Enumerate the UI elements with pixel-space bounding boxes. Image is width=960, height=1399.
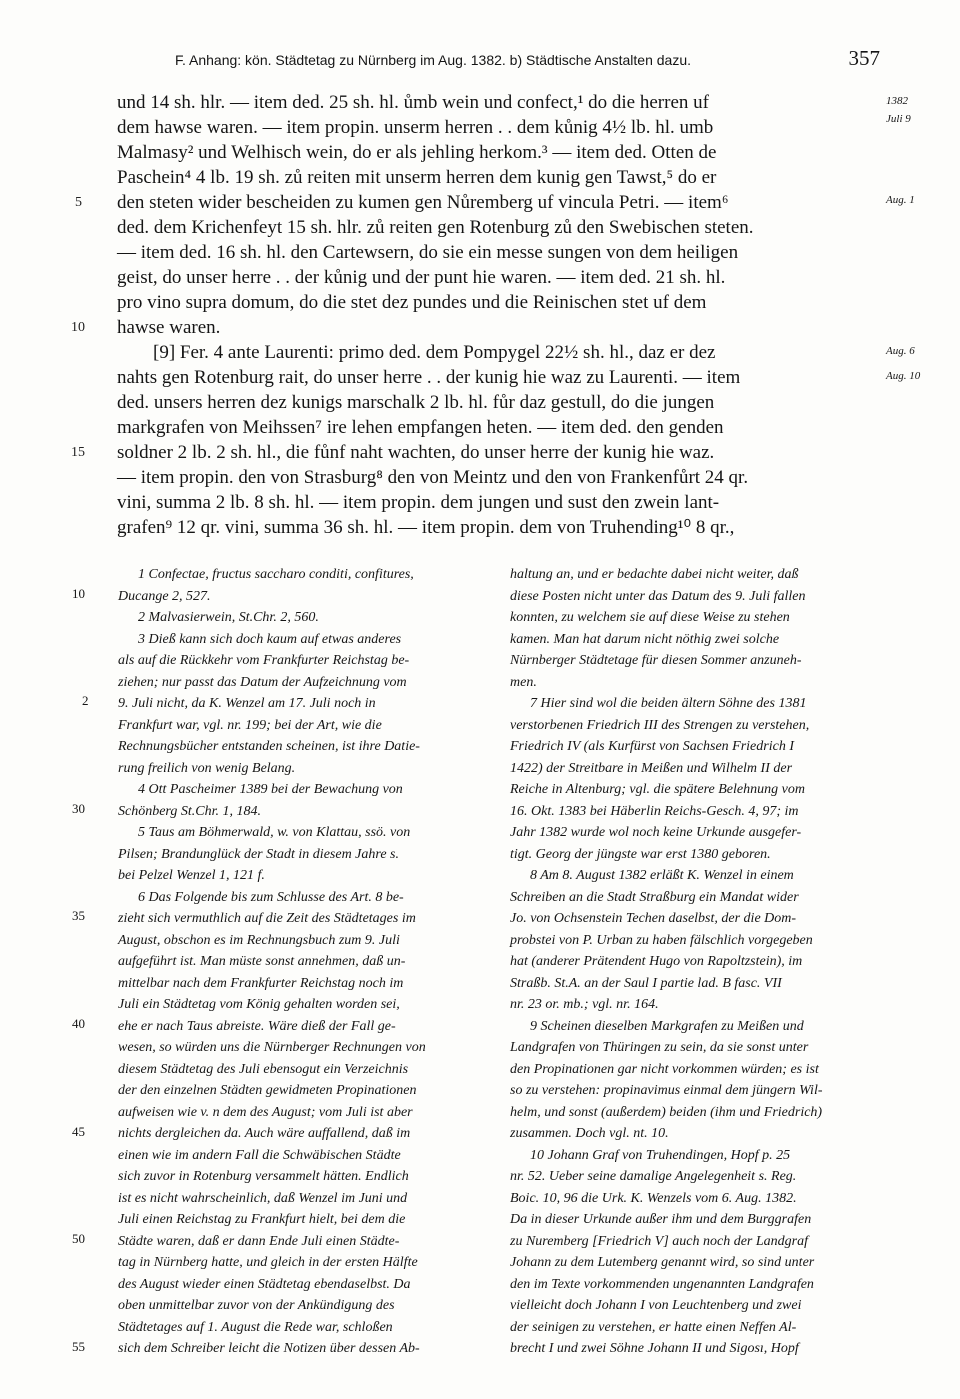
footnote-line: sich zuvor in Rotenburg versammelt hätten. Endlich <box>118 1169 409 1184</box>
footnote-line-number: 2 <box>82 693 89 708</box>
footnote-line: der den einzelnen Städten gewidmeten Propinationen <box>118 1083 417 1098</box>
footnote-line: oben unmittelbar zuvor von der Ankündigung des <box>118 1298 395 1313</box>
footnote-line: tag in Nürnberg hatte, und gleich in der ersten Hälfte <box>118 1255 418 1270</box>
footnote-line: wesen, so würden uns die Nürnberger Rechnungen von <box>118 1040 426 1055</box>
main-line: hawse waren. <box>117 317 221 338</box>
footnote-line: 9 Scheinen dieselben Markgrafen zu Meißen und <box>530 1018 804 1034</box>
footnote-line: 5 Taus am Böhmerwald, w. von Klattau, ssö. von <box>138 825 411 840</box>
footnote-line: Landgrafen von Thüringen zu sein, da sie sonst unter <box>510 1040 809 1055</box>
footnote-line: 9. Juli nicht, da K. Wenzel am 17. Juli noch in <box>118 696 376 711</box>
footnote-line: zusammen. Doch vgl. nt. 10. <box>510 1126 669 1141</box>
footnote-line: 16. Okt. 1383 bei Häberlin Reichs-Gesch. 4, 97; im <box>510 803 799 819</box>
footnote-line: ehe er nach Taus abreiste. Wäre dieß der Fall ge- <box>118 1018 396 1034</box>
margin-date: Aug. 1 <box>886 194 915 206</box>
margin-date: Juli 9 <box>886 113 911 125</box>
footnote-line: ist es nicht wahrscheinlich, daß Wenzel im Juni und <box>118 1190 408 1206</box>
footnote-line: Nürnberger Städtetage für diesen Sommer anzuneh- <box>510 653 802 668</box>
footnote-line: nichts dergleichen da. Auch wäre auffallend, daß im <box>118 1126 411 1141</box>
main-line: soldner 2 lb. 2 sh. hl., die fůnf naht wachten, do unser herre der kunig hie waz. <box>117 442 715 463</box>
footnote-line: sich dem Schreiber leicht die Notizen über dessen Ab- <box>118 1341 420 1356</box>
footnote-line: Frankfurt war, vgl. nr. 199; bei der Art, wie die <box>118 717 382 733</box>
footnote-line-number: 40 <box>72 1016 85 1031</box>
main-line: — item propin. den von Strasburg⁸ den von Meintz und den von Frankenfůrt 24 qr. <box>117 467 749 488</box>
main-line: [9] Fer. 4 ante Laurenti: primo ded. dem Pompygel 22½ sh. hl., daz er dez <box>153 342 716 363</box>
footnote-line: Da in dieser Urkunde außer ihm und dem Burggrafen <box>510 1212 812 1227</box>
line-number: 5 <box>75 195 82 210</box>
main-line: Malmasy² und Welhisch wein, do er als jehling herkom.³ — item ded. Otten de <box>117 142 717 163</box>
footnote-line: bei Pelzel Wenzel 1, 121 f. <box>118 868 265 883</box>
footnote-line: 6 Das Folgende bis zum Schlusse des Art. 8 be- <box>138 889 404 905</box>
footnote-line: Ducange 2, 527. <box>118 588 211 604</box>
main-line: — item ded. 16 sh. hl. den Cartewsern, do sie ein messe sungen von dem heiligen <box>117 242 739 263</box>
footnote-line: diesem Städtetag des Juli ebensogut ein Verzeichnis <box>118 1061 409 1077</box>
main-line: den steten wider bescheiden zu kumen gen Nůremberg uf vincula Petri. — item⁶ <box>117 192 729 213</box>
footnote-line: Straßb. St.A. an der Saul I partie lad. B fasc. VII <box>510 975 782 991</box>
footnote-line: diese Posten nicht unter das Datum des 9. Juli fallen <box>510 588 806 604</box>
footnote-line: nr. 23 or. mb.; vgl. nr. 164. <box>510 997 659 1012</box>
footnote-line-number: 35 <box>72 908 85 923</box>
footnote-line: verstorbenen Friedrich III des Strengen zu verstehen, <box>510 717 810 733</box>
main-line: pro vino supra domum, do die stet dez pundes und die Reinischen stet uf dem <box>117 292 707 313</box>
footnote-line: so zu verstehen: propinavimus einmal dem jüngern Wil- <box>510 1083 823 1098</box>
main-line: Paschein⁴ 4 lb. 19 sh. zů reiten mit unserm herren dem kunig gen Tawst,⁵ do er <box>117 167 717 188</box>
main-line: grafen⁹ 12 qr. vini, summa 36 sh. hl. — item propin. dem von Truhending¹⁰ 8 qr., <box>117 517 735 538</box>
footnote-line: der seinigen zu verstehen, er hatte einen Neffen Al- <box>510 1319 797 1335</box>
footnote-line: brecht I und zwei Söhne Johann II und Sigosı, Hopf <box>510 1341 799 1356</box>
footnote-line: Reiche in Altenburg; vgl. die spätere Belehnung vom <box>510 782 805 797</box>
footnote-line: August, obschon es im Rechnungsbuch zum 9. Juli <box>118 932 400 948</box>
main-line: dem hawse waren. — item propin. unserm herren . . dem kůnig 4½ lb. hl. umb <box>117 117 714 138</box>
footnote-line: Städte waren, daß er dann Ende Juli einen Städte- <box>118 1233 400 1249</box>
footnote-line: einen wie im andern Fall die Schwäbischen Städte <box>118 1147 401 1163</box>
footnote-line: Friedrich IV (als Kurfürst von Sachsen Friedrich I <box>510 739 794 754</box>
footnote-line: zu Nuremberg [Friedrich V] auch noch der Landgraf <box>510 1233 808 1249</box>
footnote-line: Schönberg St.Chr. 1, 184. <box>118 803 261 819</box>
footnote-line-number: 30 <box>72 801 85 816</box>
footnote-line: des August wieder einen Städtetag ebendaselbst. Da <box>118 1276 411 1292</box>
footnote-line: rung freilich von wenig Belang. <box>118 760 296 776</box>
footnote-line: mittelbar nach dem Frankfurter Reichstag noch im <box>118 975 404 991</box>
main-line: geist, do unser herre . . der kůnig und der punt hie waren. — item ded. 21 sh. hl. <box>117 267 726 288</box>
footnote-line: den im Texte vorkommenden ungenannten Landgrafen <box>510 1276 814 1292</box>
footnote-line: haltung an, und er bedachte dabei nicht weiter, daß <box>510 567 799 582</box>
footnote-line: Rechnungsbücher entstanden scheinen, ist ihre Datie- <box>118 739 420 754</box>
margin-date: 1382 <box>886 95 908 107</box>
footnote-line: 8 Am 8. August 1382 erläßt K. Wenzel in einem <box>530 868 794 883</box>
footnote-line: Johann zu dem Lutemberg genannt wird, so sind unter <box>510 1255 815 1270</box>
footnote-line: als auf die Rückkehr vom Frankfurter Reichstag be- <box>118 653 410 668</box>
footnote-line: Juli ein Städtetag vom König gehalten worden sei, <box>118 997 400 1012</box>
main-line: markgrafen von Meihssen⁷ ire lehen empfangen heten. — item ded. den genden <box>117 417 724 438</box>
margin-date: Aug. 10 <box>886 370 921 382</box>
footnote-line: den Propinationen gar nicht vorkommen würden; es ist <box>510 1061 819 1077</box>
footnote-line: 1 Confectae, fructus saccharo conditi, confitures, <box>138 567 414 582</box>
footnote-line-number: 10 <box>72 586 85 601</box>
line-number: 10 <box>71 320 85 335</box>
footnote-line: ziehen; nur passt das Datum der Aufzeichnung vom <box>118 674 407 690</box>
footnote-line-number: 45 <box>72 1124 85 1139</box>
footnote-line: kamen. Man hat darum nicht nöthig zwei solche <box>510 631 780 647</box>
footnote-line: 1422) der Streitbare in Meißen und Wilhelm II der <box>510 760 793 776</box>
footnote-line: probstei von P. Urban zu haben fälschlich vorgegeben <box>510 932 813 948</box>
footnote-line: nr. 52. Ueber seine damalige Angelegenheit s. Reg. <box>510 1169 797 1184</box>
footnote-line: Boic. 10, 96 die Urk. K. Wenzels vom 6. Aug. 1382. <box>510 1190 797 1206</box>
footnote-line: aufgeführt ist. Man müste sonst annehmen, daß un- <box>118 954 406 969</box>
footnote-line: men. <box>510 674 537 690</box>
footnote-line: Juli einen Reichstag zu Frankfurt hielt, bei dem die <box>118 1212 406 1227</box>
footnote-line: Pilsen; Brandunglück der Stadt in diesem Jahre s. <box>118 846 399 862</box>
page-number: 357 <box>848 46 880 70</box>
footnote-line: 3 Dieß kann sich doch kaum auf etwas anderes <box>138 631 402 647</box>
footnote-line: Jo. von Ochsenstein Techen daselbst, der die Dom- <box>510 911 797 926</box>
footnote-line: vielleicht doch Johann I von Leuchtenberg und zwei <box>510 1298 802 1313</box>
footnote-line: aufweisen wie v. n dem des August; vom Juli ist aber <box>118 1104 413 1120</box>
running-header <box>175 44 880 74</box>
footnote-line: Jahr 1382 wurde wol noch keine Urkunde ausgefer- <box>510 825 802 840</box>
footnote-line: 7 Hier sind wol die beiden ältern Söhne des 1381 <box>530 696 807 711</box>
footnote-line: Städtetages auf 1. August die Rede war, schloßen <box>118 1319 393 1335</box>
main-line: vini, summa 2 lb. 8 sh. hl. — item propin. dem jungen und sust den zwein lant- <box>117 492 720 513</box>
footnote-line: Schreiben an die Stadt Straßburg ein Mandat wider <box>510 889 799 905</box>
footnote-line-number: 55 <box>72 1339 85 1354</box>
running-title: F. Anhang: kön. Städtetag zu Nürnberg im Aug. 1382. b) Städtische Anstalten dazu. <box>175 52 692 68</box>
footnote-line: zieht sich vermuthlich auf die Zeit des Städtetages im <box>118 911 416 926</box>
main-line: ded. unsers herren dez kunigs marschalk 2 lb. hl. fůr daz gestull, do die jungen <box>117 392 715 413</box>
footnote-line-number: 50 <box>72 1231 85 1246</box>
main-line: ded. dem Krichenfeyt 15 sh. hlr. zů reiten gen Rotenburg zů den Swebischen steten. <box>117 217 754 238</box>
line-number: 15 <box>71 445 85 460</box>
footnote-line: 10 Johann Graf von Truhendingen, Hopf p. 25 <box>530 1147 791 1163</box>
footnote-line: 4 Ott Pascheimer 1389 bei der Bewachung von <box>138 782 403 797</box>
main-line: und 14 sh. hlr. — item ded. 25 sh. hl. ůmb wein und confect,¹ do die herren uf <box>117 92 709 113</box>
margin-date: Aug. 6 <box>886 345 915 357</box>
footnote-line: 2 Malvasierwein, St.Chr. 2, 560. <box>138 610 319 625</box>
main-line: nahts gen Rotenburg rait, do unser herre . . der kunig hie waz zu Laurenti. — item <box>117 367 741 388</box>
footnote-line: konnten, zu welchem sie auf diese Weise zu stehen <box>510 610 790 625</box>
footnote-line: hat (anderer Prätendent Hugo von Rapoltzstein), im <box>510 954 803 969</box>
footnote-line: tigt. Georg der jüngste war erst 1380 geboren. <box>510 846 771 862</box>
footnote-line: helm, und sonst (außerdem) beiden (ihm und Friedrich) <box>510 1104 823 1120</box>
